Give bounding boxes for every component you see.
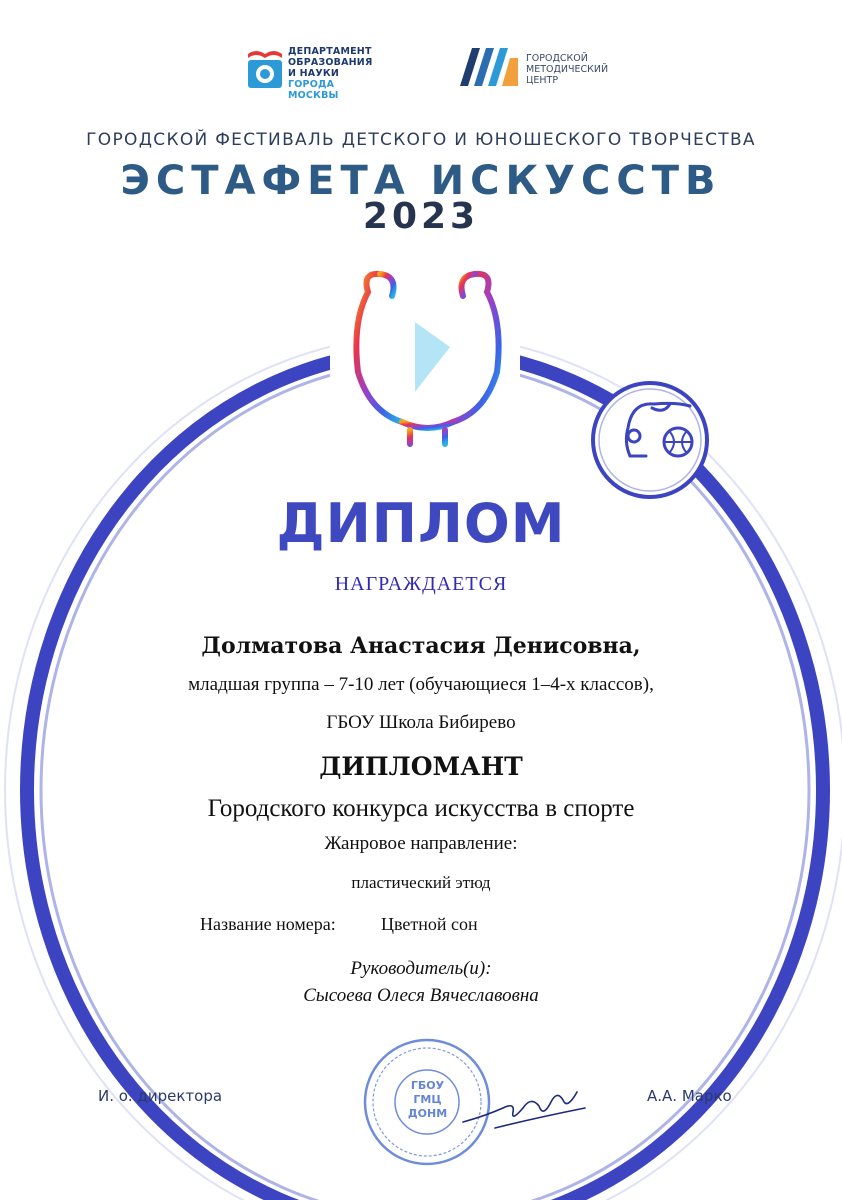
genre-label: Жанровое направление: bbox=[324, 833, 518, 854]
supervisor-label: Руководитель(и): bbox=[350, 958, 492, 979]
dept-emblem-icon bbox=[246, 44, 284, 90]
dept-logo-line-2: ОБРАЗОВАНИЯ bbox=[288, 57, 373, 68]
signature bbox=[455, 1078, 595, 1138]
festival-year: 2023 bbox=[362, 196, 480, 237]
dept-logo bbox=[246, 44, 386, 101]
gymnast-icon bbox=[590, 380, 710, 500]
gymnast-emblem bbox=[590, 380, 710, 500]
gmc-logo-line-1: ГОРОДСКОЙ bbox=[526, 53, 588, 64]
diploma-heading: ДИПЛОМ bbox=[276, 492, 566, 555]
festival-subtitle: ГОРОДСКОЙ ФЕСТИВАЛЬ ДЕТСКОГО И ЮНОШЕСКОГО ТВОРЧЕСТВА bbox=[86, 130, 756, 150]
director-label: И. о. директора bbox=[98, 1087, 223, 1105]
number-title-label: Название номера: bbox=[200, 914, 336, 934]
stamp-line-3: ДОНМ bbox=[407, 1107, 448, 1120]
number-title-value: Цветной сон bbox=[381, 914, 478, 934]
supervisor-name: Сысоева Олеся Вячеславовна bbox=[303, 985, 539, 1006]
signer-name: А.А. Марко bbox=[647, 1087, 732, 1105]
stamp-line-2: ГМЦ bbox=[413, 1093, 442, 1106]
dept-logo-line-3: И НАУКИ bbox=[288, 68, 340, 79]
stamp-line-1: ГБОУ bbox=[410, 1079, 445, 1092]
awarded-label: НАГРАЖДАЕТСЯ bbox=[334, 573, 508, 595]
award-rank: ДИПЛОМАНТ bbox=[319, 752, 523, 781]
school-name: ГБОУ Школа Бибирево bbox=[326, 712, 516, 733]
age-group: младшая группа – 7-10 лет (обучающиеся 1–4-х классов), bbox=[188, 674, 654, 695]
gmc-logo-line-3: ЦЕНТР bbox=[526, 75, 559, 86]
gmc-emblem-icon bbox=[460, 48, 518, 86]
gmc-logo bbox=[460, 48, 620, 90]
dept-logo-line-1: ДЕПАРТАМЕНТ bbox=[288, 46, 372, 57]
contest-name: Городского конкурса искусства в спорте bbox=[207, 795, 635, 822]
genre-value: пластический этюд bbox=[351, 873, 491, 892]
festival-title: ЭСТАФЕТА ИСКУССТВ bbox=[120, 158, 722, 204]
dept-logo-line-4: ГОРОДА МОСКВЫ bbox=[288, 79, 339, 101]
recipient-name: Долматова Анастасия Денисовна, bbox=[201, 633, 641, 659]
lyre-icon bbox=[340, 262, 515, 462]
gmc-logo-line-2: МЕТОДИЧЕСКИЙ bbox=[526, 64, 609, 75]
